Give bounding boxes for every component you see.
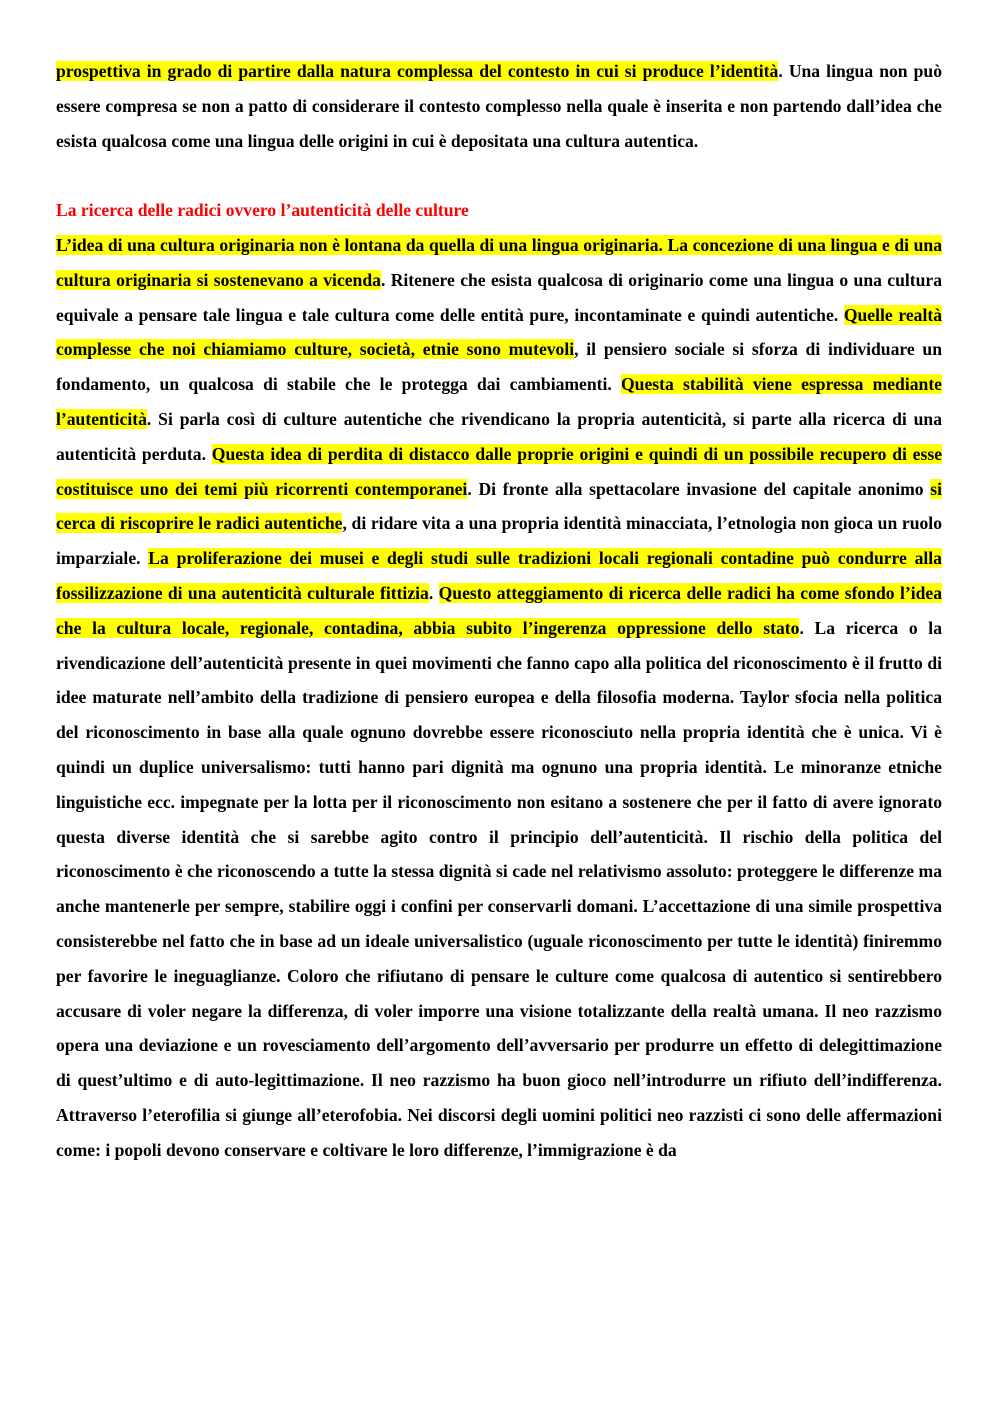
highlighted-text: La proliferazione dei musei e degli studi sulle tradizioni locali regionali contadine può condurre alla fossilizzazione di una autenticità culturale fittizia [56, 548, 942, 603]
text-segment: . Di fronte alla spettacolare invasione del capitale anonimo [467, 478, 931, 499]
paragraph-spacer [56, 158, 942, 193]
text-segment: , di ridare vita a una propria identità minacciata, l’etnologia non gioca un ruolo imparziale. [56, 513, 942, 569]
highlighted-text: L’idea di una cultura originaria non è lontana da quella di una lingua originaria. La concezione di una lingua e di una cultura originaria si sostenevano a vicenda [56, 234, 942, 290]
section-heading: La ricerca delle radici ovvero l’autenticità delle culture [56, 200, 469, 221]
text-segment: . [428, 582, 439, 603]
paragraph-body [56, 228, 942, 1168]
text-segment: . Si parla così di culture autentiche che rivendicano la propria autenticità, si parte alla ricerca di una autenticità perduta. [56, 408, 942, 464]
highlighted-text: prospettiva in grado di partire dalla natura complessa del contesto in cui si produce l’identità [56, 61, 779, 81]
text-segment: . Una lingua non può essere compresa se non a patto di considerare il contesto complesso nella quale è inserita e non partendo dall’idea che esista qualcosa come una lingua delle origini in cui è depositata una cultura autentica. [56, 61, 942, 151]
paragraph-intro [56, 54, 942, 158]
highlighted-text: si cerca di riscoprire le radici autentiche [56, 478, 943, 534]
highlighted-text: Questa stabilità viene espressa mediante l’autenticità [56, 374, 942, 429]
highlighted-text: Questa idea di perdita di distacco dalle proprie origini e quindi di un possibile recupero di esse costituisce uno dei temi più ricorrenti contemporanei [56, 443, 942, 499]
document-page [56, 54, 942, 1168]
text-segment: , il pensiero sociale si sforza di individuare un fondamento, un qualcosa di stabile che le protegga dai cambiamenti. [56, 339, 943, 395]
text-segment: . Ritenere che esista qualcosa di originario come una lingua o una cultura equivale a pensare tale lingua e tale cultura come delle entità pure, incontaminate e quindi autentiche. [56, 269, 942, 325]
highlighted-text: Quelle realtà complesse che noi chiamiamo culture, società, etnie sono mutevoli [56, 304, 942, 360]
text-segment: . La ricerca o la rivendicazione dell’autenticità presente in quei movimenti che fanno capo alla politica del riconoscimento è il frutto di idee maturate nell’ambito della tradizione di pensiero europea e della filosofia moderna. Taylor sfocia nella politica del riconoscimento in base alla quale ognuno dovrebbe essere riconosciuto nella propria identità che è unica. Vi è quindi un duplice universalismo: tutti hanno pari dignità ma ognuno una propria identità. Le minoranze etniche linguistiche ecc. impegnate per la lotta per il riconoscimento non esitano a sostenere che per il fatto di avere ignorato questa diverse identità che si sarebbe agito contro il principio dell’autenticità. Il rischio della politica del riconoscimento è che riconoscendo a tutte la stessa dignità si cade nel relativismo assoluto: proteggere le differenze ma anche mantenerle per sempre, stabilire oggi i confini per conservarli domani. L’accettazione di una simile prospettiva consisterebbe nel fatto che in base ad un ideale universalistico (uguale riconoscimento per tutte le identità) finiremmo per favorire le ineguaglianze. Coloro che rifiutano di pensare le culture come qualcosa di autentico si sentirebbero accusare di voler negare la differenza, di voler imporre una visione totalizzante della realtà umana. Il neo razzismo opera una deviazione e un rovesciamento dell’argomento dell’avversario per produrre un effetto di delegittimazione di quest’ultimo e di auto-legittimazione. Il neo razzismo ha buon gioco nell’introdurre un rifiuto dell’indifferenza. Attraverso l’eterofilia si giunge all’eterofobia. Nei discorsi degli uomini politici neo razzisti ci sono delle affermazioni come: i popoli devono conservare e coltivare le loro differenze, l’immigrazione è da [56, 617, 942, 1160]
highlighted-text: Questo atteggiamento di ricerca delle radici ha come sfondo l’idea che la cultura locale, regionale, contadina, abbia subito l’ingerenza oppressione dello stato [56, 582, 942, 638]
